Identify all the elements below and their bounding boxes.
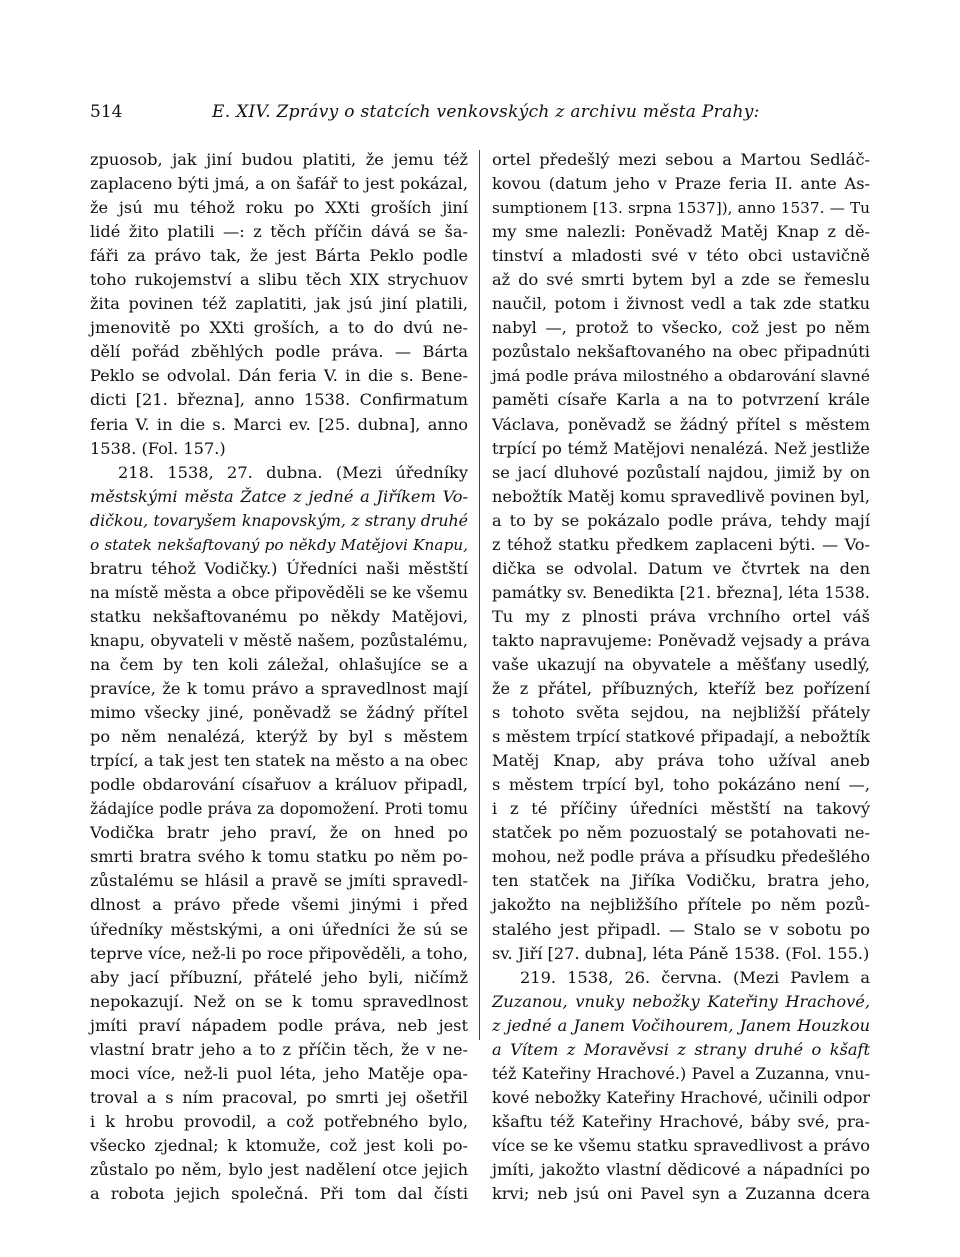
text-line: Václava, poněvadž se žádný přítel s městem xyxy=(492,414,870,434)
text-line: se jací dluhové pozůstalí najdou, jimiž by on xyxy=(492,462,870,482)
text-line: vaše ukazují na obyvatele a měšťany usedlý, xyxy=(492,654,870,674)
text-line: památky sv. Benedikta [21. března], léta 1538. xyxy=(492,582,870,602)
text-line: žádajíce podle práva za dopomožení. Proti tomu xyxy=(90,800,468,819)
text-line: zaplaceno býti jmá, a on šafář to jest pokázal, xyxy=(90,174,468,194)
text-line: že z přátel, příbuzných, kteříž bez pořízení xyxy=(492,679,870,699)
text-line: nabyl —, protož to všecko, což jest po něm xyxy=(492,318,870,338)
text-line: mohou, než podle práva a přísudku předešlého xyxy=(492,847,870,867)
text-line: sumptionem [13. srpna 1537]), anno 1537. — Tu xyxy=(492,199,870,218)
text-line: dlnost a právo přede všemi jinými i před xyxy=(90,895,468,915)
page-number: 514 xyxy=(90,102,123,122)
text-line: smrti bratra svého k tomu statku po něm po- xyxy=(90,847,468,867)
text-line: mimo všecky jiné, poněvadž se žádný přítel xyxy=(90,703,468,723)
left-text-column xyxy=(90,148,468,1206)
text-line: i z té příčiny úředníci městští na takový xyxy=(492,799,870,819)
text-line: zůstalému se hlásil a pravě se jmíti spravedl- xyxy=(90,871,468,891)
text-line: nebožtík Matěj komu spravedlivě povinen byl, xyxy=(492,486,870,506)
text-line: sv. Jiří [27. dubna], léta Páně 1538. (Fol. 155.) xyxy=(492,943,870,963)
text-line: a robota jejich společná. Při tom dal čísti xyxy=(90,1184,468,1204)
text-line: moci více, než-li puol léta, jeho Matěje opa- xyxy=(90,1063,468,1083)
text-line: jmenovitě po XXti groších, a to do dvú ne- xyxy=(90,318,468,338)
text-line: pozůstalo nekšaftovaného na obec připadnúti xyxy=(492,342,870,362)
text-line: s městem trpící byl, toho pokázáno není —, xyxy=(492,775,870,795)
text-line: úředníky městskými, a oni úředníci že sú se xyxy=(90,919,468,939)
text-line: takto napravujeme: Poněvadž vejsady a práva xyxy=(492,630,870,650)
text-line: krvi; neb jsú oni Pavel syn a Zuzanna dcera xyxy=(492,1184,870,1204)
text-line: trpící, a tak jest ten statek na město a na obec xyxy=(90,751,468,771)
text-line: pravíce, že k tomu právo a spravedlnost mají xyxy=(90,679,468,699)
text-line: ortel předešlý mezi sebou a Martou Sedláč- xyxy=(492,150,870,169)
text-line: na čem by ten koli záležal, ohlašujíce se a xyxy=(90,654,468,674)
text-line: statček po něm pozuostalý se potahovati ne- xyxy=(492,823,870,843)
text-line: podle obdarování císařuov a králuov připadl, xyxy=(90,775,468,795)
text-line: městskými města Žatce z jedné a Jiříkem Vo- xyxy=(90,486,468,506)
text-line: více se ke všemu statku spravedlivost a právo xyxy=(492,1135,870,1155)
text-line: dička se odvolal. Datum ve čtvrtek na den xyxy=(492,558,870,578)
text-line: kovou (datum jeho v Praze feria II. ante As- xyxy=(492,174,870,194)
text-line: a to by se pokázalo podle práva, tehdy mají xyxy=(492,510,870,530)
text-line: o statek nekšaftovaný po někdy Matějovi Knapu, xyxy=(90,535,468,554)
text-line: 219. 1538, 26. června. (Mezi Pavlem a xyxy=(520,967,870,987)
text-line: Matěj Knap, aby práva toho užíval aneb xyxy=(492,751,870,771)
text-line: 218. 1538, 27. dubna. (Mezi úředníky xyxy=(118,462,468,482)
text-line: paměti císaře Karla a na to potvrzení krále xyxy=(492,390,870,410)
text-line: zůstalo po něm, bylo jest nadělení otce jejich xyxy=(90,1159,468,1179)
text-line: s městem trpící statkové připadají, a nebožtík xyxy=(492,727,870,747)
text-line: že jsú mu téhož roku po XXti groších jiní xyxy=(90,198,468,218)
running-title: E. XIV. Zprávy o statcích venkovských z archivu města Prahy: xyxy=(212,102,760,122)
text-line: ten statček na Jiříka Vodičku, bratra jeho, xyxy=(492,871,870,891)
text-line: feria V. in die s. Marci ev. [25. dubna], anno xyxy=(90,414,468,434)
text-line: dělí pořád zběhlých podle práva. — Bárta xyxy=(90,342,468,362)
text-line: vlastní bratr jeho a to z příčin těch, že v ne- xyxy=(90,1039,468,1059)
text-line: toho rukojemství a slibu těch XIX strychuov xyxy=(90,270,468,290)
text-line: z téhož statku předkem zaplaceni býti. — Vo- xyxy=(492,534,870,554)
text-line: s tohoto světa sejdou, na nejbližší přátely xyxy=(492,703,870,723)
text-line: všecko zjednal; k ktomuže, což jest koli po- xyxy=(90,1135,468,1155)
text-line: fáři za právo tak, že jest Bárta Peklo podle xyxy=(90,246,468,266)
text-line: my sme nalezli: Poněvadž Matěj Knap z dě- xyxy=(492,222,870,242)
text-line: na místě města a obce připověděli se ke všemu xyxy=(90,582,468,602)
text-line: 1538. (Fol. 157.) xyxy=(90,438,226,458)
text-line: aby jací příbuzní, přátelé jeho byli, ničímž xyxy=(90,967,468,987)
text-line: Tu my z plnosti práva vrchního ortel váš xyxy=(492,606,870,626)
text-line: dičkou, tovaryšem knapovským, z strany druhé xyxy=(90,510,468,530)
text-line: po něm nenalézá, kterýž by byl s městem xyxy=(90,727,468,747)
text-line: a Vítem z Moravěvsi z strany druhé o kšaft xyxy=(492,1039,870,1059)
text-line: bratru téhož Vodičky.) Úředníci naši městští xyxy=(90,558,468,578)
text-line: Vodička bratr jeho praví, že on hned po xyxy=(90,823,468,843)
page-header xyxy=(90,102,890,132)
text-line: dicti [21. března], anno 1538. Confirmatum xyxy=(90,390,468,410)
text-line: i k hrobu provodil, a což potřebného bylo, xyxy=(90,1111,468,1131)
text-line: naučil, potom i živnost vedl a tak zde statku xyxy=(492,294,870,314)
text-line: troval a s ním pracoval, po smrti jej ošetřil xyxy=(90,1087,468,1107)
text-line: až do své smrti bytem byl a zde se řemeslu xyxy=(492,270,870,290)
text-line: teprve více, než-li po roce připověděli, a toho, xyxy=(90,943,468,963)
text-line: Peklo se odvolal. Dán feria V. in die s. Bene- xyxy=(90,366,468,386)
text-line: stalého jest připadl. — Stalo se v sobotu po xyxy=(492,919,870,939)
text-line: zpuosob, jak jiní budou platiti, že jemu též xyxy=(90,150,468,169)
text-line: jmá podle práva milostného a obdarování slavné xyxy=(492,367,870,386)
text-line: kšaftu též Kateřiny Hrachové, báby své, pra- xyxy=(492,1111,870,1131)
text-line: statku nekšaftovanému po někdy Matějovi, xyxy=(90,606,468,626)
text-line: lidé žito platili —: z těch příčin dává se ša- xyxy=(90,222,468,242)
text-line: žita povinen též zaplatiti, jak jsú jiní platili, xyxy=(90,294,468,314)
text-line: jmíti praví nápadem podle práva, neb jest xyxy=(90,1015,468,1035)
text-line: Zuzanou, vnuky nebožky Kateřiny Hrachové, xyxy=(492,991,870,1011)
text-line: též Kateřiny Hrachové.) Pavel a Zuzanna, vnu- xyxy=(492,1063,870,1083)
text-line: nepokazují. Než on se k tomu spravedlnost xyxy=(90,991,468,1011)
right-text-column xyxy=(492,148,870,1206)
text-line: jmíti, jakožto vlastní dědicové a nápadníci po xyxy=(492,1159,870,1179)
text-line: kové nebožky Kateřiny Hrachové, učinili odpor xyxy=(492,1087,870,1107)
text-line: z jedné a Janem Vočihourem, Janem Houzkou xyxy=(492,1015,870,1035)
column-divider xyxy=(479,150,480,1040)
text-line: jakožto na nejbližšího přítele po něm pozů- xyxy=(492,895,870,915)
text-line: knapu, obyvateli v městě našem, pozůstalému, xyxy=(90,630,468,650)
text-line: tinství a mladosti své v této obci ustavičně xyxy=(492,246,870,266)
text-line: trpící po témž Matějovi nenalézá. Než jestliže xyxy=(492,438,870,458)
